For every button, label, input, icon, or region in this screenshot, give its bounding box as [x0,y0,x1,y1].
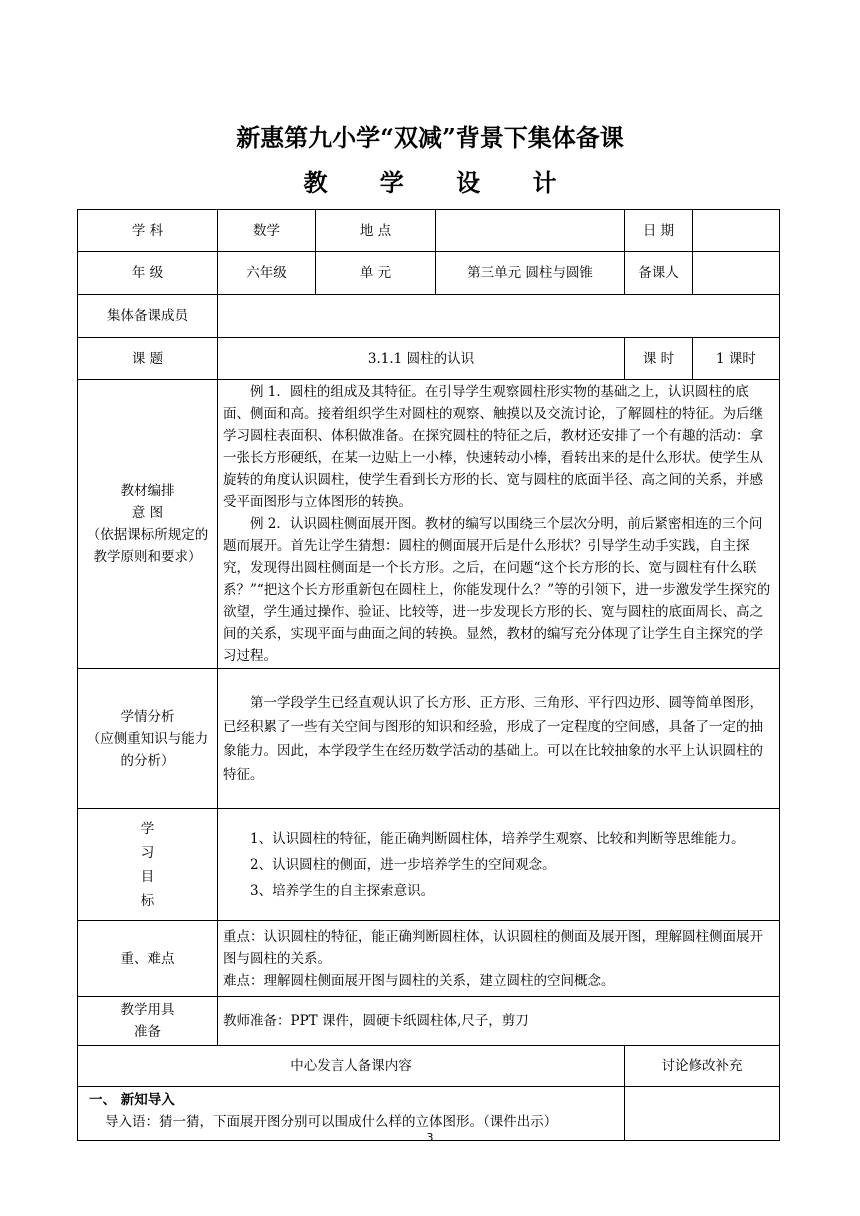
period-label: 课 时 [625,338,693,380]
date-value [693,210,780,252]
preparer-value [693,252,780,295]
preparer-label: 备课人 [625,252,693,295]
analysis-content [218,669,780,809]
analysis-label-2: （应侧重知识与能力的分析） [86,730,209,769]
subject-label: 学 科 [78,210,218,252]
objectives-label-char: 目 [140,868,155,885]
members-label: 集体备课成员 [78,295,218,338]
topic-label: 课 题 [78,338,218,380]
analysis-text: 第一学段学生已经直观认识了长方形、正方形、三角形、平行四边形、圆等简单图形，已经积累了一些有关空间与图形的知识和经验，形成了一定程度的空间感，具备了一定的抽象能力。因此，本学段学生在经历数学活动的基础上。可以在比较抽象的水平上认识圆柱的特征。 [223,694,763,783]
date-label: 日 期 [625,210,693,252]
keypoints-label: 重、难点 [78,921,218,997]
location-value [436,210,625,252]
analysis-label-1: 学情分析 [120,708,175,725]
textbook-content [218,380,780,669]
unit-label: 单 元 [316,252,436,295]
textbook-row [78,380,780,669]
grade-label: 年 级 [78,252,218,295]
textbook-paragraph-1: 例 1．圆柱的组成及其特征。在引导学生观察圆柱形实物的基础之上，认识圆柱的底面、侧面和高。接着组织学生对圆柱的观察、触摸以及交流讨论，了解圆柱的特征。为后继学习圆柱表面积、体积做准备。在探究圆柱的特征之后，教材还安排了一个有趣的活动：拿一张长方形硬纸，在某一边贴上一小棒，快速转动小棒，看转出来的是什么形状。使学生从旋转的角度认识圆柱，使学生看到长方形的长、宽与圆柱的底面半径、高之间的关系，并感受平面图形与立体图形的转换。 [223,384,763,510]
lesson-plan-table [77,209,780,1141]
difficulty-text: 难点：理解圆柱侧面展开图与圆柱的关系，建立圆柱的空间概念。 [223,972,615,989]
tools-row [78,997,780,1046]
subject-value: 数学 [218,210,316,252]
key-point-text: 重点：认识圆柱的特征，能正确判断圆柱体，认识圆柱的侧面及展开图，理解圆柱侧面展开图与圆柱的关系。 [223,928,763,967]
content-header-row [78,1046,780,1087]
textbook-label-2: 意 图 [131,505,164,521]
objectives-label-char: 标 [140,892,155,909]
section-title: 一、 新知导入 [89,1092,175,1108]
textbook-label-1: 教材编排 [120,483,175,499]
objectives-label-cell [78,809,218,921]
topic-row [78,338,780,380]
analysis-row [78,669,780,809]
unit-value: 第三单元 圆柱与圆锥 [436,252,625,295]
page-number: 3 [426,1131,434,1144]
tools-text: 教师准备：PPT 课件，圆硬卡纸圆柱体,尺子，剪刀 [218,997,780,1046]
objective-item: 3、培养学生的自主探索意识。 [250,882,435,899]
grade-value: 六年级 [218,252,316,295]
textbook-label-3: （依据课标所规定的教学原则和要求） [86,527,209,565]
tools-label-cell [78,997,218,1046]
textbook-label-cell [78,380,218,669]
members-row [78,295,780,338]
analysis-label-cell [78,669,218,809]
side-content-header: 讨论修改补充 [625,1046,780,1087]
topic-value: 3.1.1 圆柱的认识 [218,338,625,380]
period-value: 1 课时 [693,338,780,380]
document-subtitle: 教 学 设 计 [303,168,579,197]
section-text: 导入语：猜一猜，下面展开图分别可以围成什么样的立体图形。（课件出示） [105,1114,558,1130]
main-content-header: 中心发言人备课内容 [78,1046,625,1087]
location-label: 地 点 [316,210,436,252]
objectives-label-char: 学 [140,820,155,837]
keypoints-content [218,921,780,997]
objectives-content [218,809,780,921]
tools-label-1: 教学用具 [120,1002,175,1018]
info-row-1 [78,210,780,252]
tools-label-2: 准备 [134,1024,161,1040]
document-title: 新惠第九小学“双减”背景下集体备课 [236,123,624,152]
objective-item: 2、认识圆柱的侧面，进一步培养学生的空间观念。 [250,856,556,873]
textbook-paragraph-2: 例 2．认识圆柱侧面展开图。教材的编写以围绕三个层次分明，前后紧密相连的三个问题而展开。首先让学生猜想：圆柱的侧面展开后是什么形状？引导学生动手实践，自主探究，发现得出圆柱侧面是一个长方形。之后，在问题“这个长方形的长、宽与圆柱有什么联系？”“把这个长方形重新包在圆柱上，你能发现什么？”等的引领下，进一步激发学生探究的欲望，学生通过操作、验证、比较等，进一步发现长方形的长、宽与圆柱的底面周长、高之间的关系，实现平面与曲面之间的转换。显然，教材的编写充分体现了让学生自主探究的学习过程。 [223,516,771,664]
members-value [218,295,780,338]
objectives-row [78,809,780,921]
info-row-2 [78,252,780,295]
objectives-label-char: 习 [140,844,155,861]
keypoints-row [78,921,780,997]
objective-item: 1、认识圆柱的特征，能正确判断圆柱体，培养学生观察、比较和判断等思维能力。 [250,830,745,847]
